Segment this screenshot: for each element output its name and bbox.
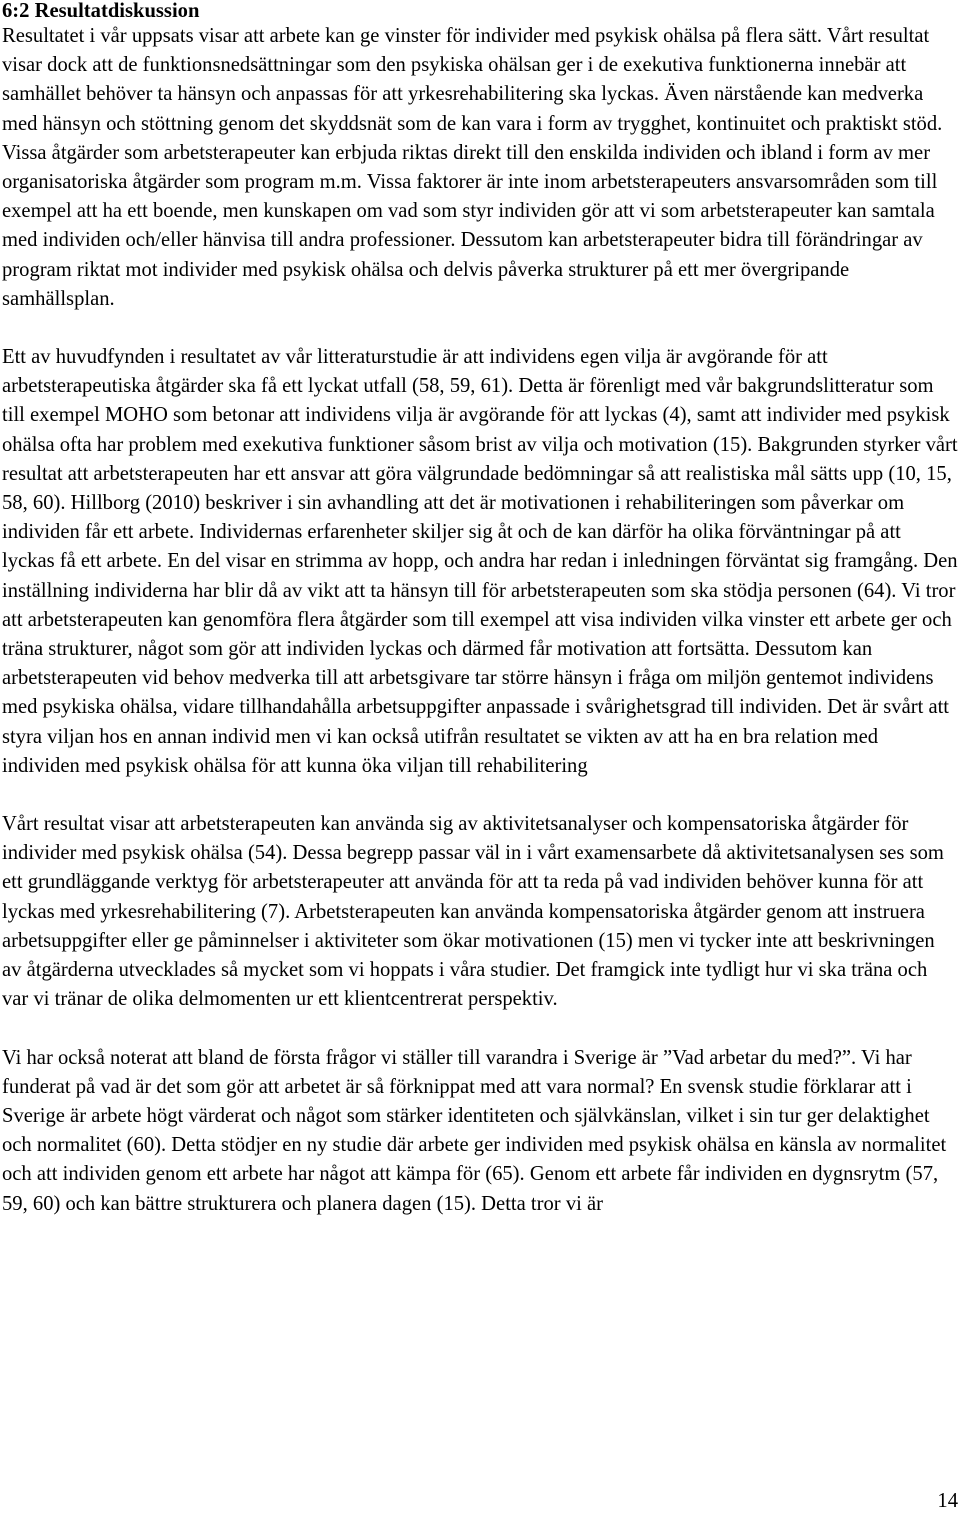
paragraph-gap: [2, 314, 958, 343]
page-number: 14: [937, 1490, 958, 1512]
paragraph-1: Resultatet i vår uppsats visar att arbete kan ge vinster för individer med psykisk ohälsa på flera sätt. Vårt resultat visar dock att de funktionsnedsättningar som den psykiska ohälsan ger i de exekutiva funktionerna innebär att samhället behöver ta hänsyn och anpassas för att yrkesrehabilitering ska lyckas. Även närstående kan medverka med hänsyn och stöttning genom det skyddsnät som de kan vara i form av trygghet, kontinuitet och praktiskt stöd. Vissa åtgärder som arbetsterapeuter kan erbjuda riktas direkt till den enskilda individen och ibland i form av mer organisatoriska åtgärder som program m.m. Vissa faktorer är inte inom arbetsterapeuters ansvarsområden som till exempel att ha ett boende, men kunskapen om vad som styr individen gör att vi som arbetsterapeuter kan samtala med individen och/eller hänvisa till andra professioner. Dessutom kan arbetsterapeuter bidra till förändringar av program riktat mot individer med psykisk ohälsa och delvis påverka strukturer på ett mer övergripande samhällsplan.: [2, 25, 943, 310]
section-heading: 6:2 Resultatdiskussion: [2, 0, 200, 22]
paragraph-3: Vårt resultat visar att arbetsterapeuten kan använda sig av aktivitetsanalyser och kompensatoriska åtgärder för individer med psykisk ohälsa (54). Dessa begrepp passar väl in i vårt examensarbete då aktivitetsanalysen ses som ett grundläggande verktyg för arbetsterapeuter att använda för att ta reda på vad individen behöver kunna för att lyckas med yrkesrehabilitering (7). Arbetsterapeuten kan använda kompensatoriska åtgärder genom att instruera arbetsuppgifter eller ge påminnelser i aktiviteter som ökar motivationen (15) men vi tycker inte att beskrivningen av åtgärderna utvecklades så mycket som vi hoppats i våra studier. Det framgick inte tydligt hur vi ska träna och var vi tränar de olika delmomenten ur ett klientcentrerat perspektiv.: [2, 813, 944, 1011]
document-page: [2, 0, 958, 1219]
paragraph-gap: [2, 781, 958, 810]
paragraph-2: Ett av huvudfynden i resultatet av vår litteraturstudie är att individens egen vilja är avgörande för att arbetsterapeutiska åtgärder ska få ett lyckat utfall (58, 59, 61). Detta är förenligt med vår bakgrundslitteratur som till exempel MOHO som betonar att individens vilja är avgörande för att lyckas (4), samt att individer med psykisk ohälsa ofta har problem med exekutiva funktioner såsom brist av vilja och motivation (15). Bakgrunden styrker vårt resultat att arbetsterapeuten har ett ansvar att göra välgrundade bedömningar så att realistiska mål sätts upp (10, 15, 58, 60). Hillborg (2010) beskriver i sin avhandling att det är motivationen i rehabiliteringen som påverkar om individen får ett arbete. Individernas erfarenheter skiljer sig åt och de kan därför ha olika förväntningar på att lyckas få ett arbete. En del visar en strimma av hopp, och andra har redan i inledningen förväntat sig framgång. Den inställning individerna har blir då av vikt att ta hänsyn till för arbetsterapeuten som ska stödja personen (64). Vi tror att arbetsterapeuten kan genomföra flera åtgärder som till exempel att visa individen vilka vinster ett arbete ger och träna strukturer, något som gör att individen lyckas och därmed får motivation att fortsätta. Dessutom kan arbetsterapeuten vid behov medverka till att arbetsgivare tar större hänsyn i fråga om miljön gentemot individens med psykiska ohälsa, vidare tillhandahålla arbetsuppgifter anpassade i svårighetsgrad till individen. Det är svårt att styra viljan hos en annan individ men vi kan också utifrån resultatet se vikten av att ha en bra relation med individen med psykisk ohälsa för att kunna öka viljan till rehabilitering: [2, 346, 958, 777]
paragraph-4: Vi har också noterat att bland de första frågor vi ställer till varandra i Sverige är ”Vad arbetar du med?”. Vi har funderat på vad är det som gör att arbetet är så förknippat med att vara normal? En svensk studie förklarar att i Sverige är arbete högt värderat och något som stärker identiteten och självkänslan, vilket i sin tur ger delaktighet och normalitet (60). Detta stödjer en ny studie där arbete ger individen med psykisk ohälsa en känsla av normalitet och att individen genom ett arbete har något att kämpa för (65). Genom ett arbete får individen en dygnsrytm (57, 59, 60) och kan bättre strukturera och planera dagen (15). Detta tror vi är: [2, 1046, 947, 1215]
paragraph-gap: [2, 1015, 958, 1044]
